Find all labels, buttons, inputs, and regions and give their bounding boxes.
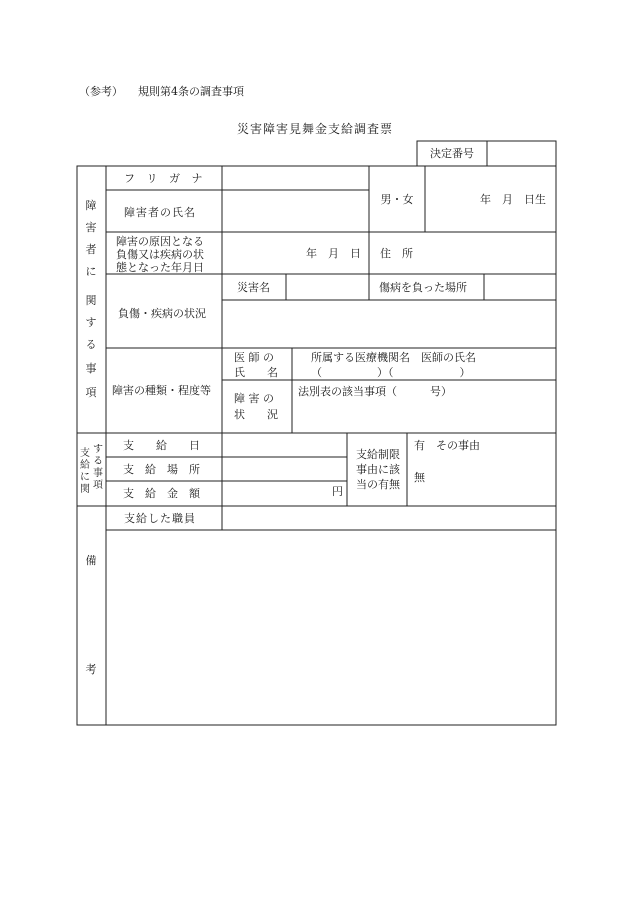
pay-place-field[interactable] [223, 458, 346, 480]
sex-select[interactable]: 男・女 [380, 193, 414, 206]
heading-ref: （参考） [79, 85, 123, 98]
disaster-name-label: 災害名 [237, 281, 270, 294]
injury-place-label: 傷病を負った場所 [379, 281, 467, 294]
injury-status-field[interactable] [223, 301, 555, 347]
type-degree-label: 障害の種類・程度等 [112, 384, 211, 397]
furigana-label: フ リ ガ ナ [124, 172, 207, 185]
cause-label-2: 負傷又は疾病の状 [116, 248, 204, 261]
pay-amount-label: 支 給 金 額 [123, 487, 200, 500]
remarks-label-2: 考 [85, 663, 97, 676]
doctor-label-1: 医 師 の [234, 351, 274, 364]
cause-label-3: 態となった年月日 [116, 261, 204, 274]
doctor-label-2: 氏 名 [234, 366, 278, 379]
heading [79, 85, 244, 98]
form-title: 災害障害見舞金支給調査票 [236, 122, 393, 136]
pay-date-field[interactable] [223, 434, 346, 456]
restrict-label-1: 支給制限 [356, 448, 400, 461]
decision-number-label: 決定番号 [430, 147, 474, 160]
disaster-name-field[interactable] [287, 275, 368, 299]
status-label-1: 障 害 の [234, 392, 274, 405]
staff-label: 支給した職員 [124, 512, 196, 525]
address-label: 住 所 [380, 247, 413, 260]
restrict-label-3: 当の有無 [356, 478, 400, 491]
facility-doctor-label: 所属する医療機関名 医師の氏名 [311, 351, 476, 364]
name-field[interactable] [223, 191, 368, 231]
pay-amount-field[interactable]: 円 [332, 485, 343, 498]
staff-field[interactable] [223, 507, 555, 529]
name-label: 障害者の氏名 [124, 206, 196, 219]
status-label-2: 状 況 [234, 408, 278, 421]
remarks-label-1: 備 [85, 554, 97, 567]
decision-number-field[interactable] [488, 142, 555, 166]
injury-status-label: 負傷・疾病の状況 [118, 307, 206, 320]
restrict-no-option[interactable]: 無 [414, 471, 425, 484]
pay-date-label: 支 給 日 [123, 439, 200, 452]
birth-date[interactable]: 年 月 日生 [480, 193, 546, 206]
injury-place-field[interactable] [485, 275, 555, 299]
cause-label-1: 障害の原因となる [116, 235, 204, 248]
furigana-field[interactable] [223, 167, 368, 189]
remarks-field[interactable] [107, 531, 555, 724]
law-item-field[interactable]: 法別表の該当事項（ 号） [298, 385, 452, 398]
restrict-yes-option[interactable]: 有 その事由 [414, 439, 480, 452]
pay-place-label: 支 給 場 所 [123, 463, 200, 476]
facility-doctor-field[interactable]: （ ）（ ） [311, 366, 471, 379]
cause-date[interactable]: 年 月 日 [306, 247, 361, 260]
restrict-label-2: 事由に該 [356, 463, 400, 476]
address-field[interactable] [426, 233, 555, 273]
heading-rule: 規則第4条の調査事項 [138, 85, 244, 98]
